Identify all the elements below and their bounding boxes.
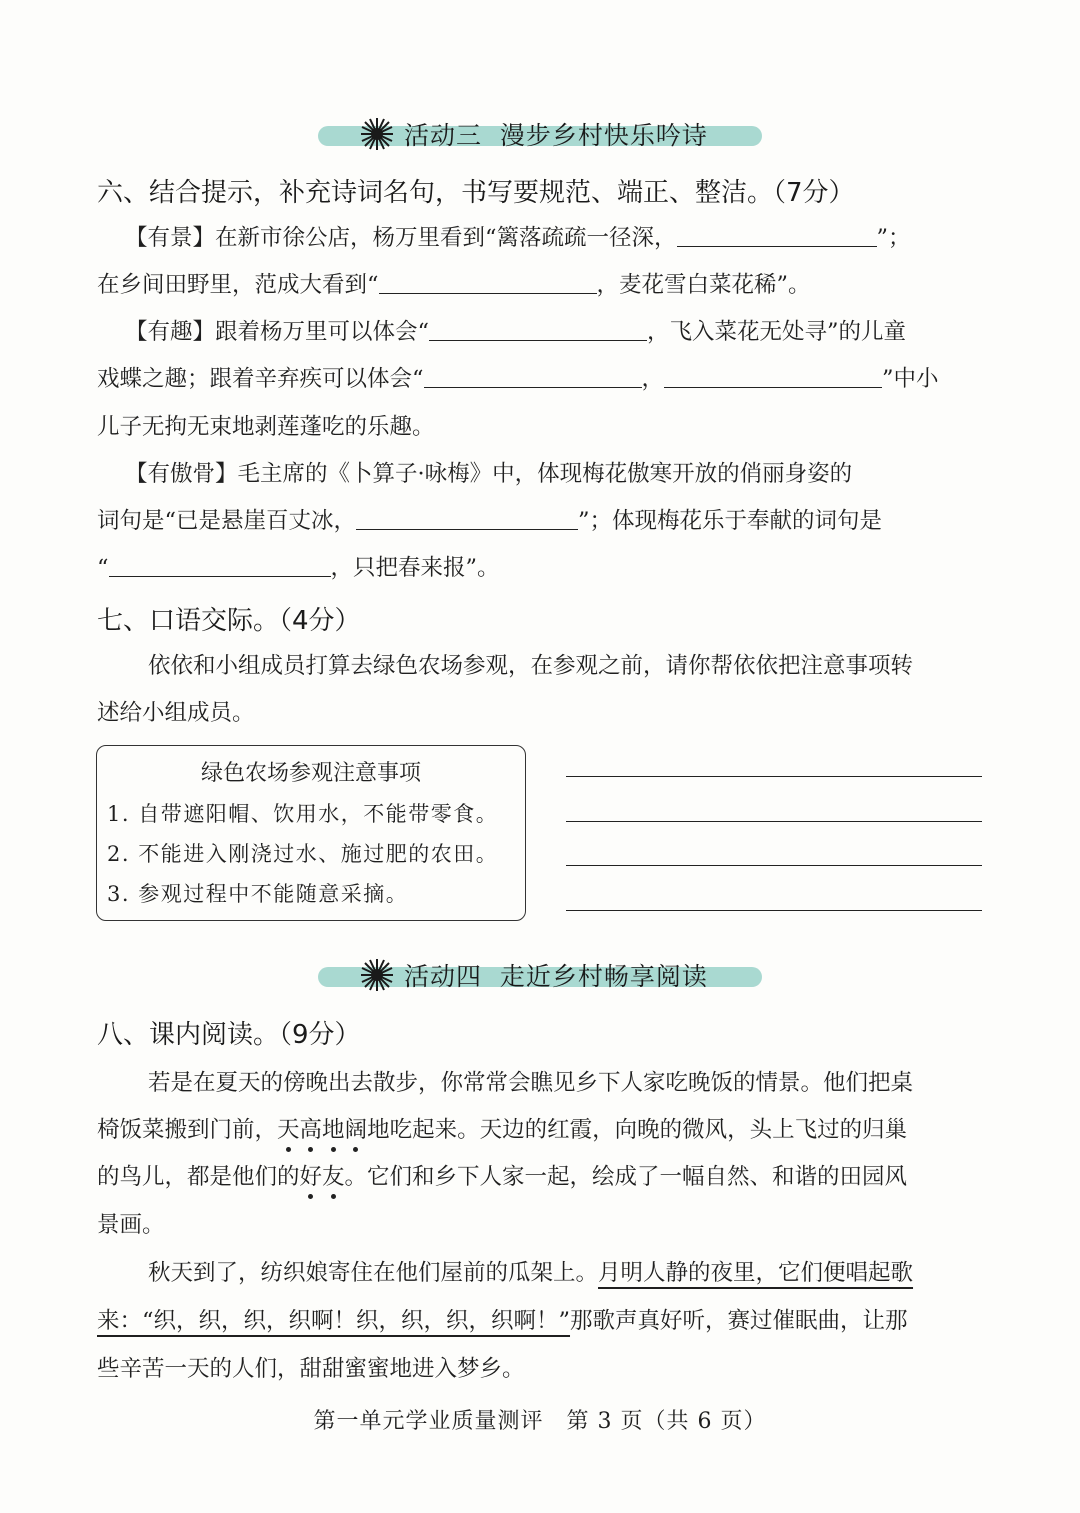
- emphasis-dotted-phrase: [277, 1117, 367, 1143]
- q6-line-1: [125, 223, 911, 253]
- writing-line[interactable]: [566, 821, 982, 822]
- q6-text: ，只把春来报”。: [330, 555, 500, 581]
- answer-blank[interactable]: [356, 507, 578, 530]
- notice-item: 3. 参观过程中不能随意采摘。: [107, 882, 409, 906]
- q7-paragraph-line-2: 述给小组成员。: [97, 700, 255, 726]
- q6-text: 词句是“已是悬崖百丈冰，: [97, 508, 357, 534]
- reading-line: [97, 1115, 907, 1145]
- question-7-heading: 七、口语交际。（4分）: [97, 606, 361, 636]
- q6-text: ，麦花雪白菜花稀”。: [596, 272, 811, 298]
- reading-text: 那歌声真好听，赛过催眠曲，让那: [570, 1308, 908, 1334]
- q6-line-8: [97, 553, 500, 583]
- answer-blank[interactable]: [429, 318, 647, 341]
- writing-line[interactable]: [566, 865, 982, 866]
- q6-line-7: [97, 506, 882, 536]
- activity-banner-3: [318, 114, 762, 154]
- notice-item: 2. 不能进入刚浇过水、施过肥的农田。: [107, 842, 499, 866]
- q6-text: ，飞入菜花无处寻”的儿童: [647, 319, 907, 345]
- writing-line[interactable]: [566, 910, 982, 911]
- answer-blank[interactable]: [379, 271, 597, 294]
- q6-line-5: 儿子无拘无束地剥莲蓬吃的乐趣。: [97, 414, 435, 440]
- q6-text: ”中小: [882, 366, 939, 392]
- reading-line: [97, 1162, 907, 1192]
- q6-text: 【有景】在新市徐公店，杨万里看到“篱落疏疏一径深，: [125, 225, 677, 251]
- underlined-sentence: 来：“织，织，织，织啊！织，织，织，织啊！”: [97, 1308, 571, 1334]
- answer-blank[interactable]: [424, 365, 642, 388]
- reading-line: [148, 1258, 913, 1288]
- notice-box-title: 绿色农场参观注意事项: [200, 761, 421, 786]
- q6-line-3: [125, 317, 906, 347]
- q6-text: ”；: [876, 225, 911, 251]
- emphasis-dot-char: 友: [322, 1164, 345, 1190]
- page-footer: 第一单元学业质量测评 第 3 页（共 6 页）: [313, 1409, 767, 1434]
- q6-text: “: [97, 555, 109, 581]
- q6-text: 在乡间田野里，范成大看到“: [97, 272, 379, 298]
- activity-banner-4: [318, 955, 762, 995]
- star-burst-icon: [360, 958, 394, 992]
- reading-line: 景画。: [97, 1212, 165, 1238]
- q6-text: 戏蝶之趣；跟着辛弃疾可以体会“: [97, 366, 424, 392]
- reading-text: 秋天到了，纺织娘寄住在他们屋前的瓜架上。: [148, 1260, 599, 1286]
- notice-box: [96, 745, 526, 921]
- emphasis-dot-char: 天: [277, 1117, 300, 1143]
- q6-text: ，: [641, 366, 665, 392]
- q6-line-6: 【有傲骨】毛主席的《卜算子·咏梅》中，体现梅花傲寒开放的俏丽身姿的: [125, 461, 853, 487]
- emphasis-dot-char: 阔: [344, 1117, 368, 1143]
- emphasis-dot-char: 地: [322, 1117, 345, 1143]
- reading-line: 若是在夏天的傍晚出去散步，你常常会瞧见乡下人家吃晚饭的情景。他们把桌: [148, 1070, 914, 1096]
- q6-text: ”；体现梅花乐于奉献的词句是: [578, 508, 883, 534]
- reading-line: 些辛苦一天的人们，甜甜蜜蜜地进入梦乡。: [97, 1356, 525, 1382]
- question-6-heading: 六、结合提示，补充诗词名句，书写要规范、端正、整洁。（7分）: [97, 178, 855, 208]
- writing-line[interactable]: [566, 776, 982, 777]
- q6-line-4: [97, 364, 939, 394]
- emphasis-dot-char: 高: [299, 1117, 323, 1143]
- answer-blank[interactable]: [664, 365, 882, 388]
- q6-text: 【有趣】跟着杨万里可以体会“: [125, 319, 430, 345]
- star-burst-icon: [360, 117, 394, 151]
- q7-paragraph-line-1: 依依和小组成员打算去绿色农场参观，在参观之前，请你帮依依把注意事项转: [148, 653, 914, 679]
- reading-text: 的鸟儿，都是他们的: [97, 1164, 300, 1190]
- reading-text: 地吃起来。天边的红霞，向晚的微风，头上飞过的归巢: [367, 1117, 908, 1143]
- notice-item: 1. 自带遮阳帽、饮用水，不能带零食。: [107, 802, 499, 826]
- emphasis-dot-char: 好: [299, 1164, 323, 1190]
- reading-line: [97, 1306, 908, 1336]
- reading-text: 椅饭菜搬到门前，: [97, 1117, 278, 1143]
- underlined-sentence: 月明人静的夜里，它们便唱起歌: [598, 1260, 914, 1286]
- question-8-heading: 八、课内阅读。（9分）: [97, 1020, 361, 1050]
- q6-line-2: [97, 270, 811, 300]
- answer-blank[interactable]: [109, 554, 331, 577]
- reading-text: 。它们和乡下人家一起，绘成了一幅自然、和谐的田园风: [344, 1164, 908, 1190]
- emphasis-dotted-phrase: [300, 1164, 345, 1190]
- banner-title: 活动三 漫步乡村快乐吟诗: [404, 121, 708, 150]
- answer-blank[interactable]: [677, 224, 877, 247]
- banner-title: 活动四 走近乡村畅享阅读: [404, 962, 708, 991]
